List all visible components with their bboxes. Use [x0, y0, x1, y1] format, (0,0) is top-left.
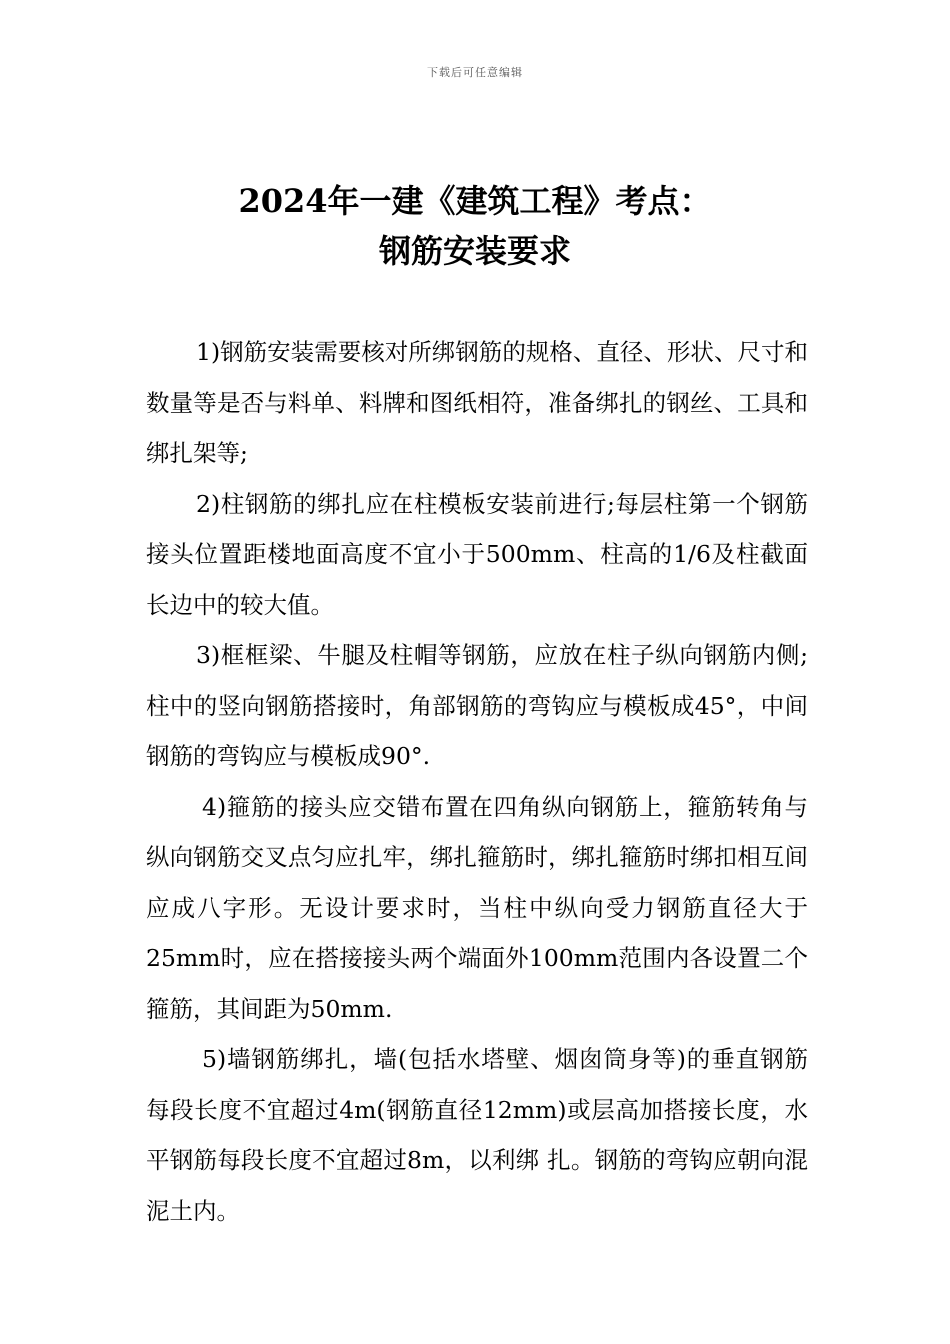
- paragraph-3: 3)框框梁、牛腿及柱帽等钢筋，应放在柱子纵向钢筋内侧;柱中的竖向钢筋搭接时，角部钢筋的弯钩应与模板成45°，中间钢筋的弯钩应与模板成90°.: [146, 641, 808, 770]
- title-line-2: 钢筋安装要求: [378, 232, 571, 270]
- paragraph-4: 4)箍筋的接头应交错布置在四角纵向钢筋上，箍筋转角与纵向钢筋交叉点匀应扎牢，绑扎箍筋时，绑扎箍筋时绑扣相互间应成八字形。无设计要求时，当柱中纵向受力钢筋直径大于25mm时，应在搭接接头两个端面外100mm范围内各设置二个箍筋，其间距为50mm.: [146, 792, 808, 1023]
- document-body: [146, 327, 808, 1236]
- document-title: [0, 176, 950, 276]
- title-line-1: 2024年一建《建筑工程》考点：: [238, 182, 712, 220]
- paragraph-2: 2)柱钢筋的绑扎应在柱模板安装前进行;每层柱第一个钢筋接头位置距楼地面高度不宜小于500mm、柱高的1/6及柱截面长边中的较大值。: [146, 489, 808, 619]
- header-note: 下载后可任意编辑: [427, 66, 523, 79]
- paragraph-1: 1)钢筋安装需要核对所绑钢筋的规格、直径、形状、尺寸和数量等是否与料单、料牌和图纸相符，准备绑扎的钢丝、工具和绑扎架等;: [146, 338, 808, 467]
- paragraph-5: 5)墙钢筋绑扎，墙(包括水塔壁、烟囱筒身等)的垂直钢筋每段长度不宜超过4m(钢筋直径12mm)或层高加搭接长度，水平钢筋每段长度不宜超过8m，以利绑 扎。钢筋的弯钩应朝向混泥土内。: [146, 1045, 808, 1225]
